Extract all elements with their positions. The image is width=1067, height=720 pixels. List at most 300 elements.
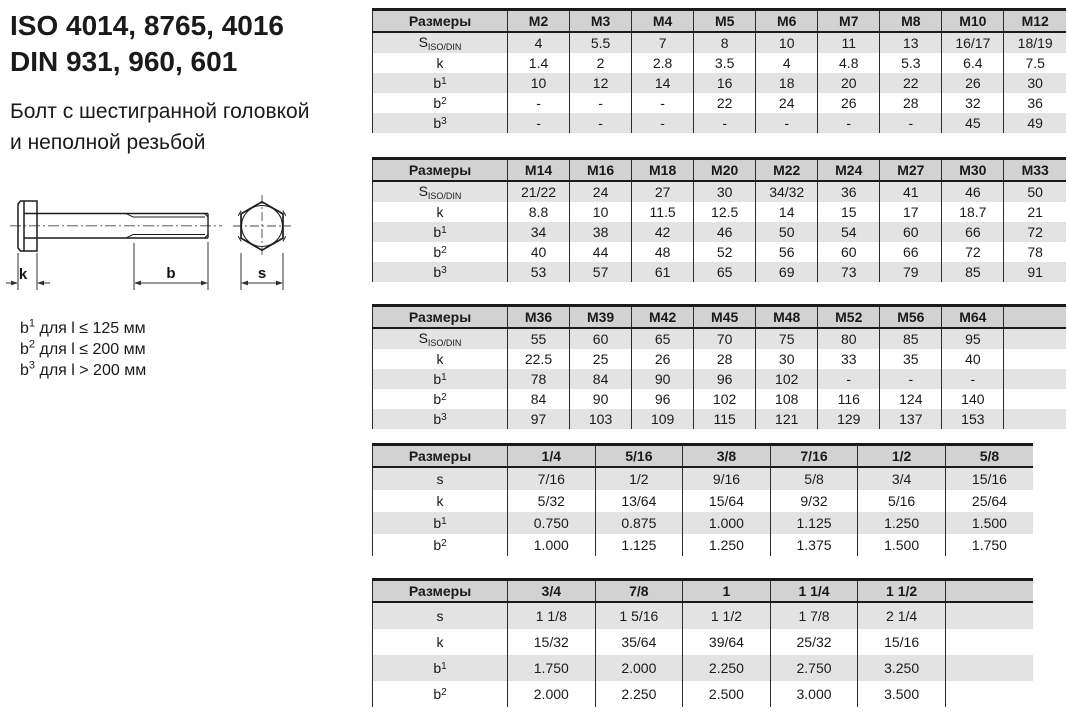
row-label: $b^2$ [373,681,508,707]
value-cell: 2.500 [683,681,771,707]
value-cell: 65 [632,328,694,349]
value-cell: 21/22 [508,181,570,202]
table-row [373,349,1067,369]
table-row [373,602,1034,629]
arrowhead [276,281,283,286]
value-cell: 1.750 [945,534,1033,556]
value-cell: 14 [756,202,818,222]
value-cell [945,629,1033,655]
value-cell: - [818,113,880,133]
value-cell: 48 [632,242,694,262]
column-header: M2 [508,10,570,33]
value-cell: 4.8 [818,53,880,73]
value-cell: 18/19 [1004,32,1066,53]
value-cell: 44 [570,242,632,262]
value-cell: 5/16 [858,490,946,512]
footnote-b3: $b^3$ для l > 200 мм [20,359,147,379]
table-corner-header: Размеры [373,580,508,603]
value-cell: 79 [880,262,942,282]
value-cell: 2.000 [595,655,683,681]
column-header: 3/4 [508,580,596,603]
value-cell: 1.000 [683,512,771,534]
value-cell: - [632,113,694,133]
table-row [373,467,1034,490]
dimension-b [134,242,208,290]
value-cell: 54 [818,222,880,242]
dimension-s-label: s [257,265,267,282]
value-cell: 8.8 [508,202,570,222]
arrowhead [134,281,141,286]
value-cell: - [508,93,570,113]
table-row [373,655,1034,681]
value-cell: 22 [880,73,942,93]
column-header: M27 [880,159,942,182]
column-header: M30 [942,159,1004,182]
value-cell: 7/16 [508,467,596,490]
value-cell: 1 1/2 [683,602,771,629]
row-label: $b^1$ [373,655,508,681]
dimension-table-metric-2 [372,157,1066,282]
value-cell: 46 [694,222,756,242]
value-cell: 102 [756,369,818,389]
value-cell: 46 [942,181,1004,202]
value-cell: 21 [1004,202,1066,222]
value-cell [945,602,1033,629]
value-cell: 22.5 [508,349,570,369]
row-label: $b^1$ [373,369,508,389]
table-row [373,113,1067,133]
row-label: $b^3$ [373,113,508,133]
value-cell: 24 [756,93,818,113]
value-cell: 53 [508,262,570,282]
table-row [373,389,1067,409]
value-cell: 1.125 [770,512,858,534]
value-cell: 73 [818,262,880,282]
value-cell: 96 [632,389,694,409]
value-cell [1004,349,1066,369]
value-cell: 38 [570,222,632,242]
table-corner-header: Размеры [373,10,508,33]
value-cell: 28 [694,349,756,369]
value-cell: 109 [632,409,694,429]
value-cell: 78 [1004,242,1066,262]
value-cell: 32 [942,93,1004,113]
value-cell: 24 [570,181,632,202]
table-row [373,328,1067,349]
product-description-line1: Болт с шестигранной головкой [10,100,310,123]
value-cell: 1.375 [770,534,858,556]
arrowhead [241,281,248,286]
value-cell: 70 [694,328,756,349]
value-cell: 1/2 [595,467,683,490]
row-label: $S_{ISO/DIN}$ [373,328,508,349]
table-row [373,73,1067,93]
value-cell: 1.750 [508,655,596,681]
value-cell: 61 [632,262,694,282]
value-cell: 85 [880,328,942,349]
value-cell: 97 [508,409,570,429]
table-row [373,490,1034,512]
value-cell: 3.500 [858,681,946,707]
value-cell: 10 [508,73,570,93]
value-cell: 5.3 [880,53,942,73]
arrowhead [11,281,18,286]
value-cell: 121 [756,409,818,429]
value-cell: 10 [570,202,632,222]
value-cell: 35/64 [595,629,683,655]
value-cell: 3.000 [770,681,858,707]
value-cell: 49 [1004,113,1066,133]
value-cell: 5.5 [570,32,632,53]
value-cell: 1.500 [858,534,946,556]
row-label: k [373,202,508,222]
product-description [10,96,309,158]
value-cell: - [570,93,632,113]
column-header: M33 [1004,159,1066,182]
column-header: M5 [694,10,756,33]
value-cell: 42 [632,222,694,242]
value-cell: 2.750 [770,655,858,681]
table-row [373,53,1067,73]
bolt-technical-drawing [0,183,330,305]
row-label: $S_{ISO/DIN}$ [373,32,508,53]
value-cell: 56 [756,242,818,262]
column-header: 5/16 [595,445,683,468]
value-cell: - [508,113,570,133]
column-header: M18 [632,159,694,182]
table-row [373,629,1034,655]
row-label: $b^2$ [373,389,508,409]
table-row [373,409,1067,429]
left-pane [0,0,372,720]
row-label: $b^3$ [373,262,508,282]
value-cell [1004,328,1066,349]
value-cell: 103 [570,409,632,429]
product-description-line2: и неполной резьбой [10,131,206,154]
value-cell: 13 [880,32,942,53]
value-cell: 52 [694,242,756,262]
column-header: M16 [570,159,632,182]
column-header: M48 [756,306,818,329]
column-header: M45 [694,306,756,329]
value-cell: 27 [632,181,694,202]
column-header: M36 [508,306,570,329]
arrowhead [37,281,44,286]
column-header: M39 [570,306,632,329]
value-cell: 66 [880,242,942,262]
table-row [373,512,1034,534]
value-cell: 30 [756,349,818,369]
column-header: 1 1/2 [858,580,946,603]
dimension-k [6,253,50,290]
row-label: $b^1$ [373,512,508,534]
table-row [373,534,1034,556]
dimension-table-imperial-2 [372,578,1033,707]
column-header: M42 [632,306,694,329]
value-cell: 40 [942,349,1004,369]
value-cell: 9/32 [770,490,858,512]
column-header: M8 [880,10,942,33]
value-cell: 13/64 [595,490,683,512]
table-row [373,369,1067,389]
value-cell: 84 [570,369,632,389]
value-cell: 35 [880,349,942,369]
row-label: $b^1$ [373,73,508,93]
dimension-table-metric-1 [372,8,1066,133]
value-cell: 16 [694,73,756,93]
value-cell: 17 [880,202,942,222]
footnote-b2: $b^2$ для l ≤ 200 мм [20,338,146,358]
value-cell: 30 [694,181,756,202]
column-header: 7/16 [770,445,858,468]
value-cell: 1 7/8 [770,602,858,629]
row-label: $S_{ISO/DIN}$ [373,181,508,202]
value-cell: - [632,93,694,113]
row-label: k [373,490,508,512]
standard-din-title: DIN 931, 960, 601 [10,46,238,77]
value-cell: 22 [694,93,756,113]
table-row [373,32,1067,53]
value-cell: 12 [570,73,632,93]
value-cell: 50 [1004,181,1066,202]
value-cell: 60 [818,242,880,262]
value-cell: 96 [694,369,756,389]
value-cell: - [694,113,756,133]
value-cell: 16/17 [942,32,1004,53]
value-cell: 14 [632,73,694,93]
row-label: $b^1$ [373,222,508,242]
value-cell: 40 [508,242,570,262]
row-label: k [373,349,508,369]
column-header [945,580,1033,603]
value-cell: 5/8 [770,467,858,490]
value-cell: 1.000 [508,534,596,556]
column-header: M14 [508,159,570,182]
dimension-b-label: b [166,265,176,282]
value-cell: 116 [818,389,880,409]
value-cell: 0.875 [595,512,683,534]
value-cell: 72 [942,242,1004,262]
value-cell: 50 [756,222,818,242]
arrowhead [201,281,208,286]
row-label: s [373,602,508,629]
value-cell: 12.5 [694,202,756,222]
value-cell: 28 [880,93,942,113]
value-cell: 15/16 [858,629,946,655]
value-cell: 41 [880,181,942,202]
value-cell: 25 [570,349,632,369]
value-cell [1004,389,1066,409]
value-cell: 2.8 [632,53,694,73]
table-row [373,202,1067,222]
value-cell [1004,369,1066,389]
table-corner-header: Размеры [373,445,508,468]
standard-iso-title: ISO 4014, 8765, 4016 [10,10,284,41]
value-cell: 20 [818,73,880,93]
column-header: M22 [756,159,818,182]
value-cell: 2 [570,53,632,73]
value-cell: 85 [942,262,1004,282]
value-cell: 7 [632,32,694,53]
value-cell: 95 [942,328,1004,349]
value-cell: 4 [508,32,570,53]
value-cell: 18.7 [942,202,1004,222]
table-row [373,242,1067,262]
dimension-s [241,253,283,290]
value-cell: 115 [694,409,756,429]
column-header: M3 [570,10,632,33]
column-header: 5/8 [945,445,1033,468]
value-cell: 1.125 [595,534,683,556]
row-label: k [373,629,508,655]
value-cell: - [942,369,1004,389]
value-cell: 1.500 [945,512,1033,534]
value-cell: 34 [508,222,570,242]
value-cell: 8 [694,32,756,53]
value-cell: 15/64 [683,490,771,512]
table-row [373,181,1067,202]
value-cell: 1.250 [858,512,946,534]
value-cell: 57 [570,262,632,282]
column-header: 1/4 [508,445,596,468]
value-cell: 84 [508,389,570,409]
value-cell: 11.5 [632,202,694,222]
row-label: $b^2$ [373,242,508,262]
value-cell: 6.4 [942,53,1004,73]
footnote-b1: $b^1$ для l ≤ 125 мм [20,317,146,337]
value-cell: 65 [694,262,756,282]
row-label: s [373,467,508,490]
value-cell: 102 [694,389,756,409]
value-cell: 60 [880,222,942,242]
row-label: k [373,53,508,73]
column-header: M24 [818,159,880,182]
row-label: $b^2$ [373,534,508,556]
value-cell: 36 [1004,93,1066,113]
value-cell: 90 [570,389,632,409]
value-cell: 1.250 [683,534,771,556]
value-cell: 2 1/4 [858,602,946,629]
value-cell: 137 [880,409,942,429]
column-header: M10 [942,10,1004,33]
value-cell: 26 [632,349,694,369]
value-cell: 9/16 [683,467,771,490]
value-cell: 39/64 [683,629,771,655]
value-cell: 69 [756,262,818,282]
value-cell: 15 [818,202,880,222]
value-cell: 55 [508,328,570,349]
value-cell [1004,409,1066,429]
value-cell: 36 [818,181,880,202]
column-header: 3/8 [683,445,771,468]
value-cell: 66 [942,222,1004,242]
value-cell: 129 [818,409,880,429]
value-cell: 75 [756,328,818,349]
value-cell: 153 [942,409,1004,429]
hex-end-view [233,195,291,257]
column-header: M52 [818,306,880,329]
value-cell: 2.000 [508,681,596,707]
value-cell: - [756,113,818,133]
value-cell: 72 [1004,222,1066,242]
page-title-block [10,8,284,80]
value-cell: 4 [756,53,818,73]
dimension-table-metric-3 [372,304,1066,429]
table-corner-header: Размеры [373,159,508,182]
value-cell: 2.250 [683,655,771,681]
table-row [373,681,1034,707]
value-cell: 3.250 [858,655,946,681]
column-header: 1/2 [858,445,946,468]
column-header: 1 [683,580,771,603]
column-header: M12 [1004,10,1066,33]
value-cell: 15/32 [508,629,596,655]
value-cell: 26 [818,93,880,113]
table-row [373,93,1067,113]
value-cell: 33 [818,349,880,369]
value-cell: 26 [942,73,1004,93]
value-cell: 108 [756,389,818,409]
value-cell: 7.5 [1004,53,1066,73]
value-cell: 1.4 [508,53,570,73]
value-cell: 140 [942,389,1004,409]
column-header: M6 [756,10,818,33]
value-cell: 10 [756,32,818,53]
value-cell: 80 [818,328,880,349]
value-cell: - [880,369,942,389]
value-cell: 34/32 [756,181,818,202]
value-cell: 45 [942,113,1004,133]
column-header: M20 [694,159,756,182]
value-cell: 25/64 [945,490,1033,512]
value-cell: - [818,369,880,389]
value-cell: 2.250 [595,681,683,707]
value-cell: 60 [570,328,632,349]
column-header [1004,306,1066,329]
dimension-tables-pane [372,0,1067,720]
column-header: 1 1/4 [770,580,858,603]
value-cell: 25/32 [770,629,858,655]
column-header: M4 [632,10,694,33]
column-header: M64 [942,306,1004,329]
value-cell [945,681,1033,707]
column-header: M7 [818,10,880,33]
table-row [373,222,1067,242]
value-cell: 1 1/8 [508,602,596,629]
value-cell: 30 [1004,73,1066,93]
value-cell: 90 [632,369,694,389]
value-cell: 15/16 [945,467,1033,490]
value-cell: 78 [508,369,570,389]
value-cell: 0.750 [508,512,596,534]
column-header: 7/8 [595,580,683,603]
value-cell: 3.5 [694,53,756,73]
table-row [373,262,1067,282]
row-label: $b^2$ [373,93,508,113]
value-cell: - [880,113,942,133]
table-corner-header: Размеры [373,306,508,329]
value-cell: 1 5/16 [595,602,683,629]
value-cell: 5/32 [508,490,596,512]
column-header: M56 [880,306,942,329]
value-cell: 3/4 [858,467,946,490]
value-cell: 124 [880,389,942,409]
dimension-k-label: k [18,266,28,283]
row-label: $b^3$ [373,409,508,429]
footnotes [20,318,146,381]
value-cell: 91 [1004,262,1066,282]
value-cell [945,655,1033,681]
